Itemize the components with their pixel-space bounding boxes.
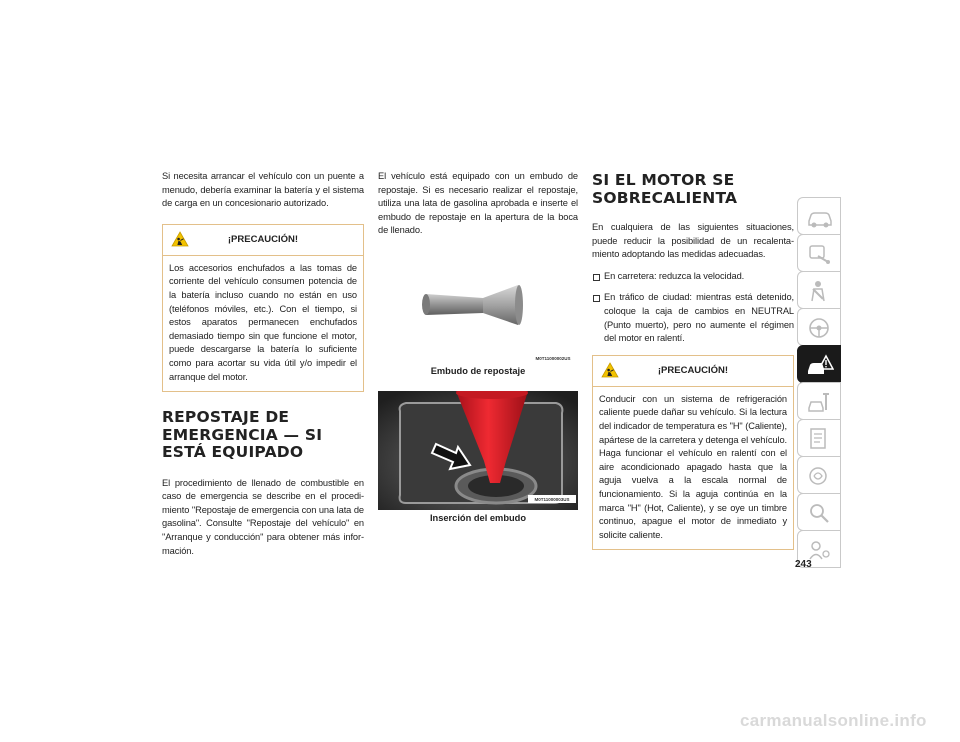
column-1 [162, 170, 364, 558]
column-3 [592, 170, 794, 550]
tab-vehicle-intro[interactable] [797, 197, 841, 235]
caution-header [163, 225, 363, 256]
funnel-insertion-image [378, 391, 578, 510]
caption-funnel-insertion: Inserción del embudo [429, 513, 527, 523]
tab-index[interactable] [797, 493, 841, 531]
emergency-car-icon [806, 353, 834, 377]
funnel-paragraph: El vehículo está equipado con un embudo de repostaje. Si es necesario realizar el repostaje, utiliza una lata de gasolina aprobada e inserte el embudo de repostaje en la apertura de la boca de llenado. [378, 171, 578, 236]
caption-funnel: Embudo de repostaje [430, 366, 526, 376]
caution-box-battery [162, 224, 364, 392]
wrench-car-icon [806, 390, 834, 414]
tab-specifications[interactable] [797, 419, 841, 457]
bullet-city [592, 291, 794, 345]
caution-title: ¡PRECAUCIÓN! [227, 233, 299, 245]
bullet-highway [592, 270, 794, 284]
watermark: carmanualsonline.info [740, 711, 927, 730]
steering-wheel-icon [806, 316, 834, 340]
bullet-box-icon [593, 295, 600, 302]
tab-emergency[interactable] [797, 345, 841, 383]
tab-getting-started[interactable] [797, 234, 841, 272]
tab-servicing[interactable] [797, 382, 841, 420]
page-number: 243 [795, 559, 812, 570]
intro-paragraph: Si necesita arrancar el vehículo con un puente a menudo, debería examinar la batería y el sistema de carga en un concesionario autorizado. [162, 171, 364, 209]
tab-safety[interactable] [797, 271, 841, 309]
tab-driving[interactable] [797, 308, 841, 346]
caution-text: Conducir con un sistema de refrigeración caliente puede dañar su vehículo. Si la lectura del indicador de temperatura es "H" (Caliente), apártese de la carretera y detenga el vehículo. Haga funcionar el vehículo en ralentí con el aire acondicionado apagado hasta que la aguja vuelva a la escala normal de funcionamiento. Si la aguja continúa en la marca "H" (Hot, Caliente), y se oye un timbre continuo, apague el motor de inmediato y solicite caliente. [599, 393, 787, 540]
bullet-text: En tráfico de ciudad: mientras está detenido, coloque la caja de cambios en NEUTRAL (Punto muerto), pero no aumente el régimen del motor en ralentí. [604, 292, 794, 344]
caution-text: Los accesorios enchufados a las tomas de corriente del vehículo consumen potencia de la batería incluso cuando no están en uso (teléfonos móviles, etc.). Con el tiempo, si estos aparatos permanecen enchufados demasiado tiempo sin que funcione el motor, puede descargarse la batería lo suficiente como para acortar su vida útil y/o impedir el arranque del motor. [169, 262, 357, 382]
tab-multimedia[interactable] [797, 456, 841, 494]
seatbelt-icon [806, 279, 834, 303]
bullet-box-icon [593, 274, 600, 281]
funnel-image [378, 275, 578, 370]
document-icon [806, 427, 834, 451]
section-heading-overheat: SI EL MOTOR SE SOBRECALIENTA [592, 171, 738, 207]
image-code-1: M0T11000002US [535, 356, 571, 361]
multimedia-icon [806, 464, 834, 488]
image-code-2: M0T11000003US [534, 497, 570, 502]
caution-header [593, 356, 793, 387]
caution-box-overheat [592, 355, 794, 551]
caution-title: ¡PRECAUCIÓN! [657, 364, 729, 376]
bullet-text: En carretera: reduzca la velocidad. [604, 270, 745, 281]
car-icon [806, 205, 834, 229]
emergency-refuel-paragraph: El procedimiento de llenado de combustible en caso de emergencia se describe en el procedi-miento "Repostaje de emergencia con una lata de gasolina". Consulte "Repostaje del vehículo" en "Arranque y conducción" para obtener más infor-mación. [162, 477, 364, 556]
overheat-intro: En cualquiera de las siguientes situaciones, puede reducir la posibilidad de un recalenta-miento adoptando las medidas adecuadas. [592, 222, 794, 260]
section-heading-emergency-refuel: REPOSTAJE DE EMERGENCIA — SI ESTÁ EQUIPADO [162, 408, 323, 462]
search-icon [806, 501, 834, 525]
key-car-icon [806, 242, 834, 266]
column-2 [378, 170, 578, 238]
